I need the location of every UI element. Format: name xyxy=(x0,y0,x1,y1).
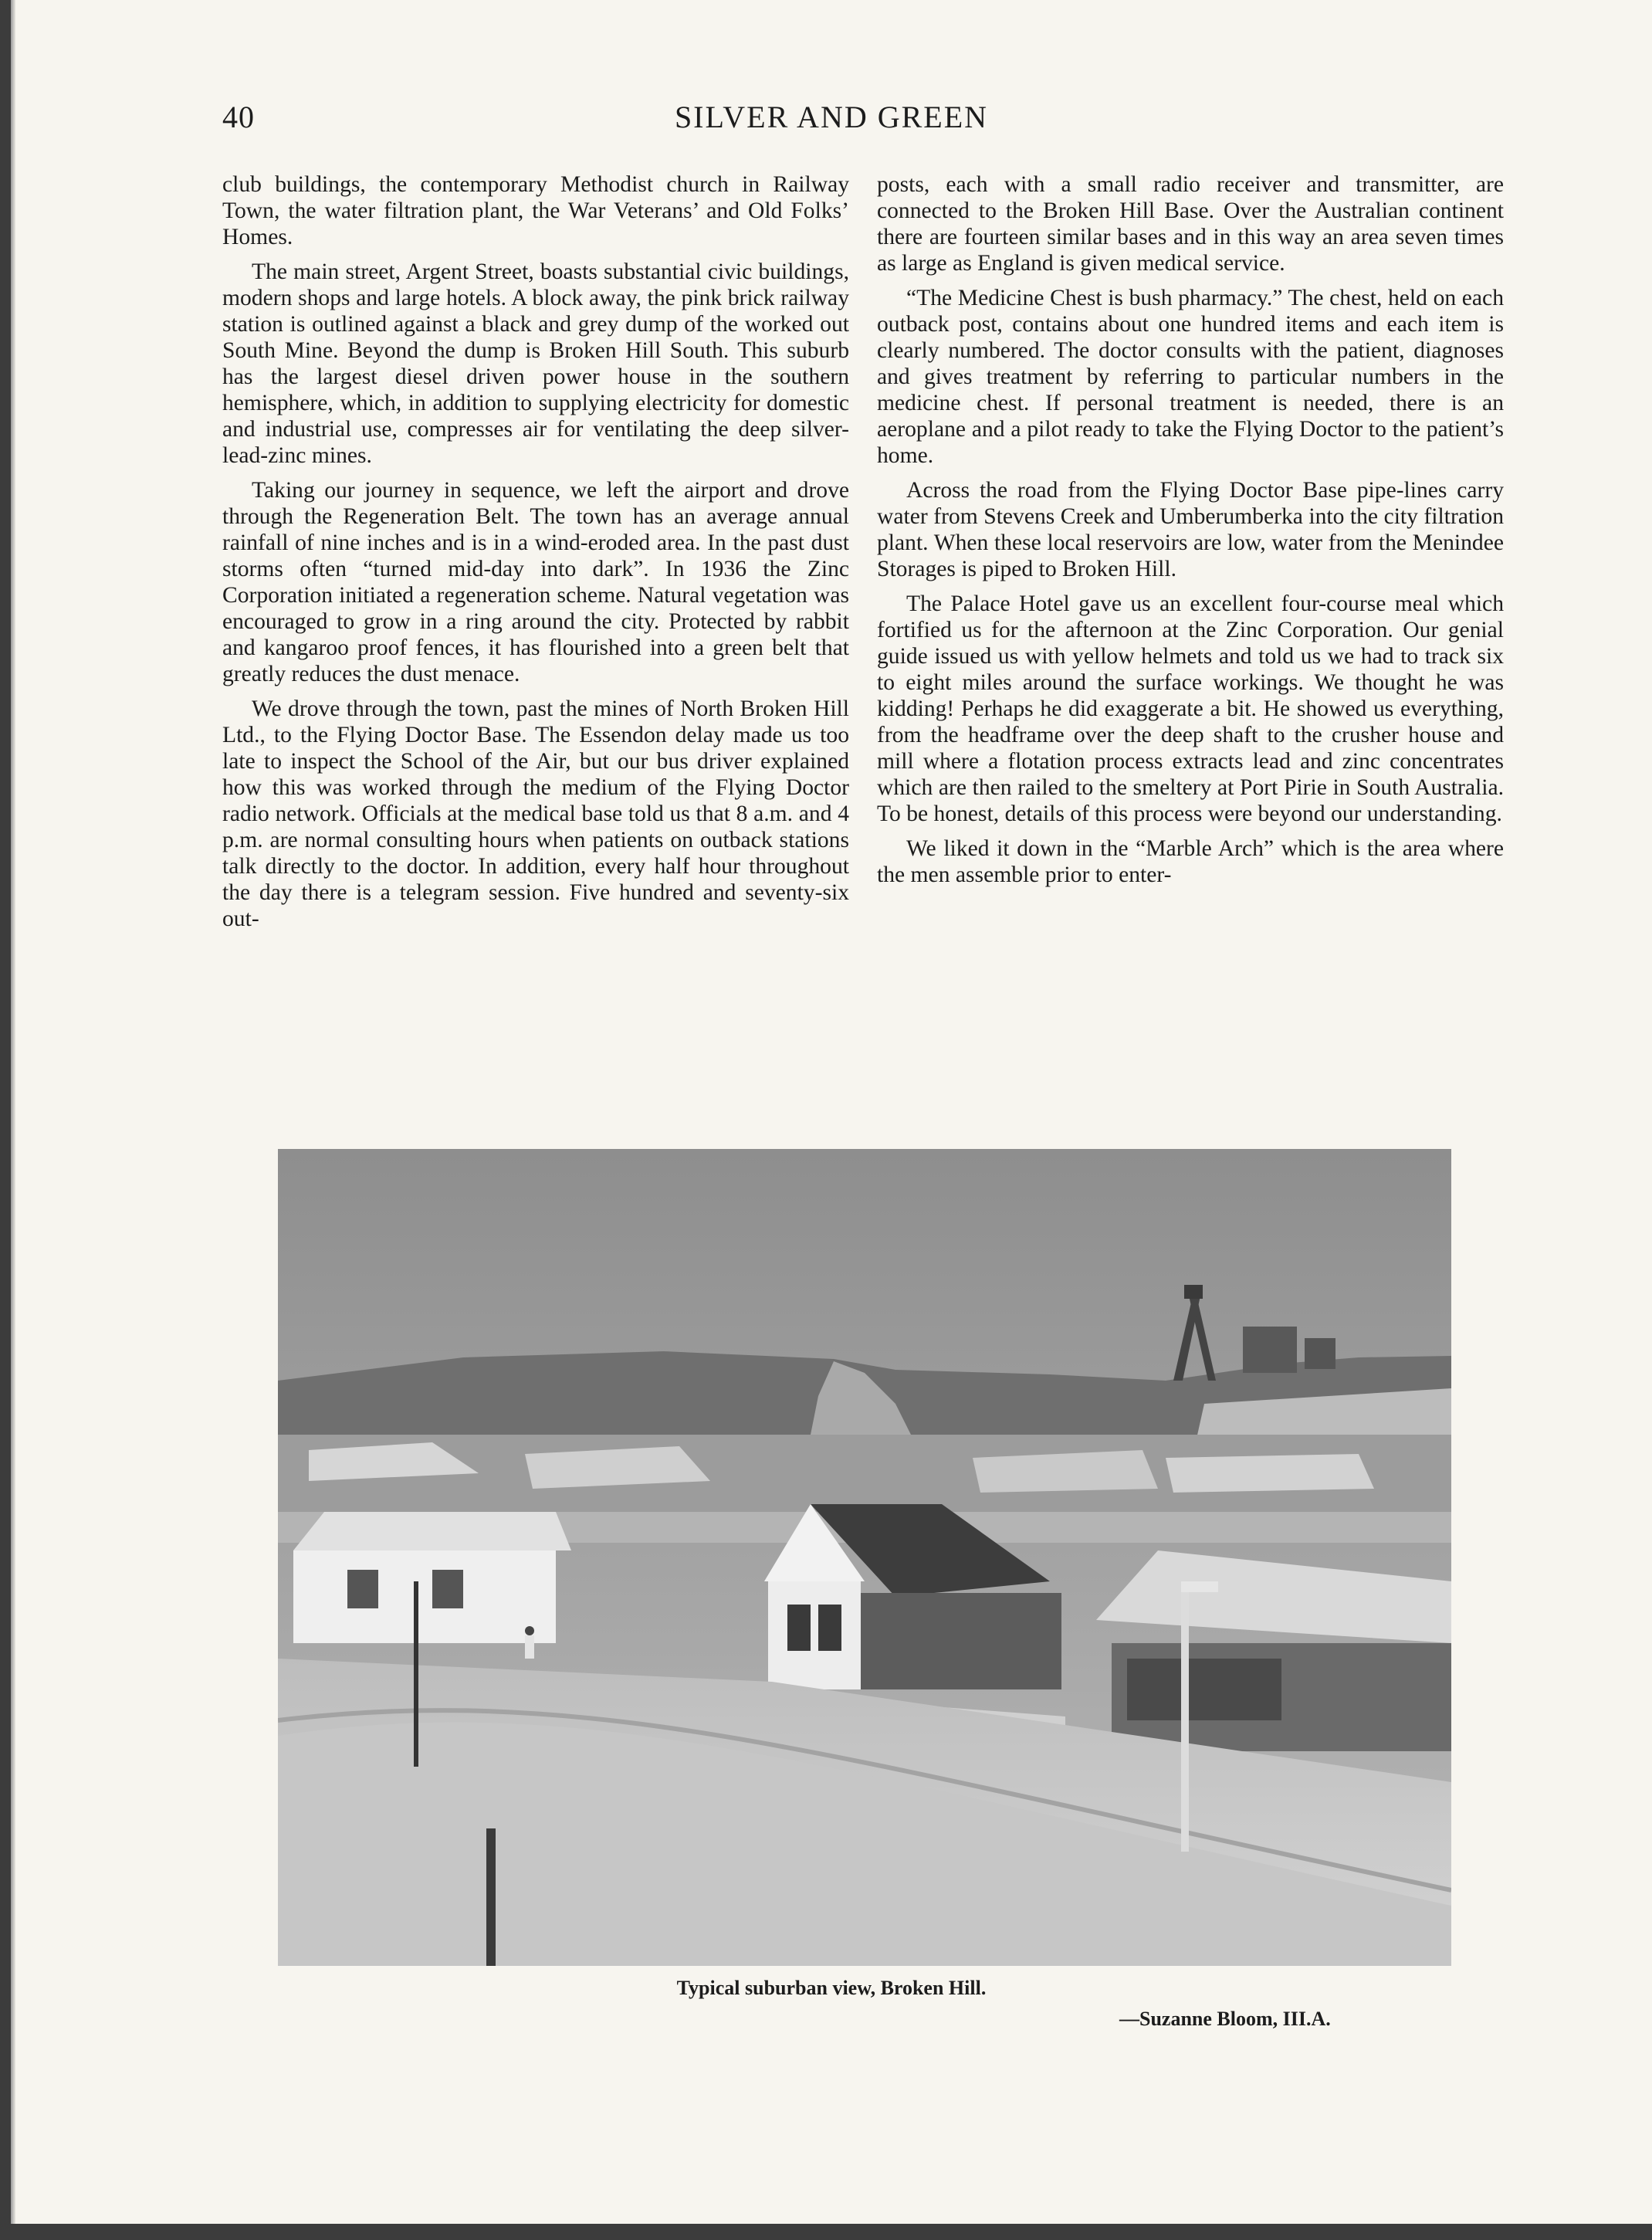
photo-caption: Typical suburban view, Broken Hill. xyxy=(676,1977,987,1999)
paragraph: The main street, Argent Street, boasts substantial civic buildings, modern shops and large hotels. A block away, the pink brick railway station is outlined against a black and grey dump of the worked out South Mine. Beyond the dump is Broken Hill South. This suburb has the largest diesel driven power house in the southern hemisphere, which, in addition to supplying electricity for domestic and industrial use, compresses air for ventilating the deep silver-lead-zinc mines. xyxy=(222,259,849,468)
paragraph: We drove through the town, past the mines of North Broken Hill Ltd., to the Flying Doctor Base. The Essendon delay made us too late to inspect the School of the Air, but our bus driver explained how this was worked through the medium of the Flying Doctor radio network. Officials at the medical base told us that 8 a.m. and 4 p.m. are normal consulting hours when patients on outback stations talk directly to the doctor. In addition, every half hour throughout the day there is a telegram session. Five hundred and seventy-six out- xyxy=(222,696,849,931)
suburban-view-photo xyxy=(278,1149,1451,1966)
running-head: SILVER AND GREEN xyxy=(674,100,989,134)
paragraph: The Palace Hotel gave us an excellent four-course meal which fortified us for the afternoon at the Zinc Corporation. Our genial guide issued us with yellow helmets and told us we had to track six to eight miles around the surface workings. We thought he was kidding! Perhaps he did exaggerate a bit. He showed us everything, from the headframe over the deep shaft to the crusher house and mill where a flotation process extracts lead and zinc concentrates which are then railed to the smeltery at Port Pirie in South Australia. To be honest, details of this process were beyond our understanding. xyxy=(877,591,1504,826)
paragraph: “The Medicine Chest is bush pharmacy.” The chest, held on each outback post, contains about one hundred items and each item is clearly numbered. The doctor consults with the patient, diagnoses and gives treatment by referring to particular numbers in the medicine chest. If personal treatment is needed, there is an aeroplane and a pilot ready to take the Flying Doctor to the patient’s home. xyxy=(877,286,1504,468)
paragraph: Across the road from the Flying Doctor Base pipe-lines carry water from Stevens Creek and Umberumberka into the city filtration plant. When these local reservoirs are low, water from the Menindee Storages is piped to Broken Hill. xyxy=(877,478,1504,581)
magazine-page xyxy=(11,0,1652,2224)
page-number: 40 xyxy=(222,100,255,134)
paragraph: Taking our journey in sequence, we left the airport and drove through the Regeneration Belt. The town has an average annual rainfall of nine inches and is in a wind-eroded area. In the past dust storms often “turned mid-day into dark”. In 1936 the Zinc Corporation initiated a regeneration scheme. Natural vegetation was encouraged to grow in a ring around the city. Protected by rabbit and kangaroo proof fences, it has flourished into a green belt that greatly reduces the dust menace. xyxy=(222,478,849,686)
paragraph: club buildings, the contemporary Methodist church in Railway Town, the water filtration plant, the War Veterans’ and Old Folks’ Homes. xyxy=(222,172,849,249)
right-column xyxy=(877,171,1504,896)
paragraph: We liked it down in the “Marble Arch” which is the area where the men assemble prior to enter- xyxy=(877,836,1504,887)
left-column xyxy=(222,171,849,940)
photo-illustration xyxy=(278,1149,1451,1966)
photo-credit: —Suzanne Bloom, III.A. xyxy=(1119,2008,1331,2030)
paragraph: posts, each with a small radio receiver and transmitter, are connected to the Broken Hill Base. Over the Australian continent there are fourteen similar bases and in this way an area seven times as large as England is given medical service. xyxy=(877,172,1504,276)
